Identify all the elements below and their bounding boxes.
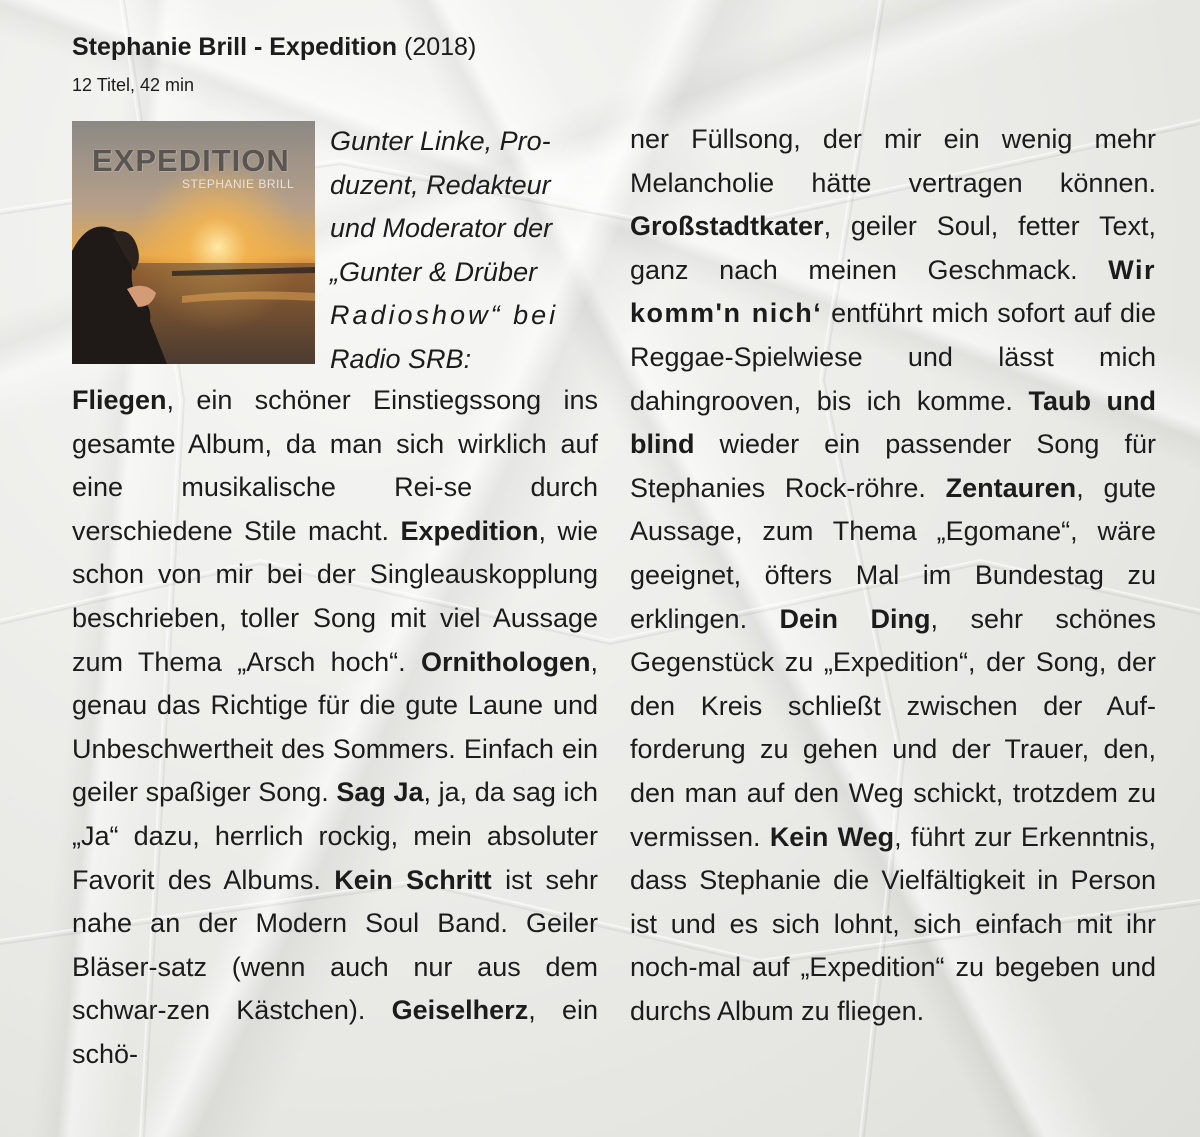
track-name: Expedition	[400, 515, 539, 546]
review-text: , führt zur Erkenntnis, dass Stephanie die Vielfältigkeit in Person ist und es sich lohnt, sich einfach mit ihr noch-mal auf „Expedition“ zu begeben und durchs Album zu fliegen.	[630, 821, 1156, 1026]
review-text: , genau das Richtige für die gute Laune und Unbeschwertheit des Sommers. Einfach ein geiler spaßiger Song.	[72, 646, 598, 808]
article-header	[72, 30, 612, 98]
artist-album: Stephanie Brill - Expedition	[72, 33, 398, 61]
review-left-column	[72, 379, 598, 1077]
track-name: Geiselherz	[391, 995, 529, 1026]
intro-line: und Moderator der	[330, 213, 553, 244]
track-name: Kein Weg	[769, 821, 895, 852]
track-name: Taub und blind	[630, 385, 1156, 460]
review-left-text	[72, 379, 598, 1077]
review-text: , geiler Soul, fetter Text, ganz nach meinen Geschmack.	[630, 211, 1156, 285]
review-text: , ja, da sag ich „Ja“ dazu, herrlich rockig, mein absoluter Favorit des Albums.	[72, 777, 598, 895]
track-name: Wir komm'n nich‘	[630, 254, 1156, 329]
intro-line: duzent, Redakteur	[330, 169, 551, 200]
release-year: (2018)	[404, 33, 477, 61]
review-text: , wie schon von mir bei der Singleauskopplung beschrieben, toller Song mit viel Aussage zum Thema „Arsch hoch“.	[72, 515, 598, 677]
intro-line: Radioshow“ bei	[330, 300, 559, 331]
track-info: 12 Titel, 42 min	[72, 75, 195, 95]
intro-block	[330, 120, 598, 382]
track-name: Sag Ja	[336, 777, 424, 808]
album-cover	[72, 121, 315, 364]
track-name: Ornithologen	[421, 646, 591, 677]
track-name: Fliegen	[72, 385, 167, 415]
article-title	[72, 30, 612, 64]
track-name: Dein Ding	[779, 603, 931, 634]
review-text: , sehr schönes Gegenstück zu „Expedition“, der Song, der den Kreis schließt zwischen der Auf-forderung zu gehen und der Trauer, den, den man auf den Weg schickt, trotzdem zu vermissen.	[630, 603, 1156, 852]
track-name: Zentauren	[945, 472, 1077, 503]
track-name: Großstadtkater	[630, 211, 824, 242]
intro-line: Gunter Linke, Pro-	[330, 126, 551, 156]
intro-line: Radio SRB:	[330, 343, 472, 374]
review-text: ner Füllsong, der mir ein wenig mehr Melancholie hätte vertragen können.	[630, 124, 1156, 198]
review-right-text	[630, 118, 1156, 1033]
review-text: , gute Aussage, zum Thema „Egomane“, wäre geeignet, öfters Mal im Bundestag zu erklingen.	[630, 472, 1156, 634]
cover-artist: STEPHANIE BRILL	[182, 177, 295, 191]
review-text: wieder ein passender Song für Stephanies Rock-röhre.	[630, 429, 1156, 503]
review-right-column	[630, 118, 1156, 1033]
intro-line: „Gunter & Drüber	[330, 256, 538, 287]
cover-title: EXPEDITION	[92, 143, 290, 178]
track-name: Kein Schritt	[334, 864, 492, 895]
review-text: entführt mich sofort auf die Reggae-Spielwiese und lässt mich dahingrooven, bis ich komme.	[630, 298, 1156, 416]
review-text: , ein schö-	[72, 995, 598, 1069]
review-text: ist sehr nahe an der Modern Soul Band. Geiler Bläser-satz (wenn auch nur aus dem schwar-zen Kästchen).	[72, 864, 598, 1026]
review-text: , ein schöner Einstiegssong ins gesamte Album, da man sich wirklich auf eine musikalische Rei-se durch verschiedene Stile macht.	[72, 385, 598, 546]
